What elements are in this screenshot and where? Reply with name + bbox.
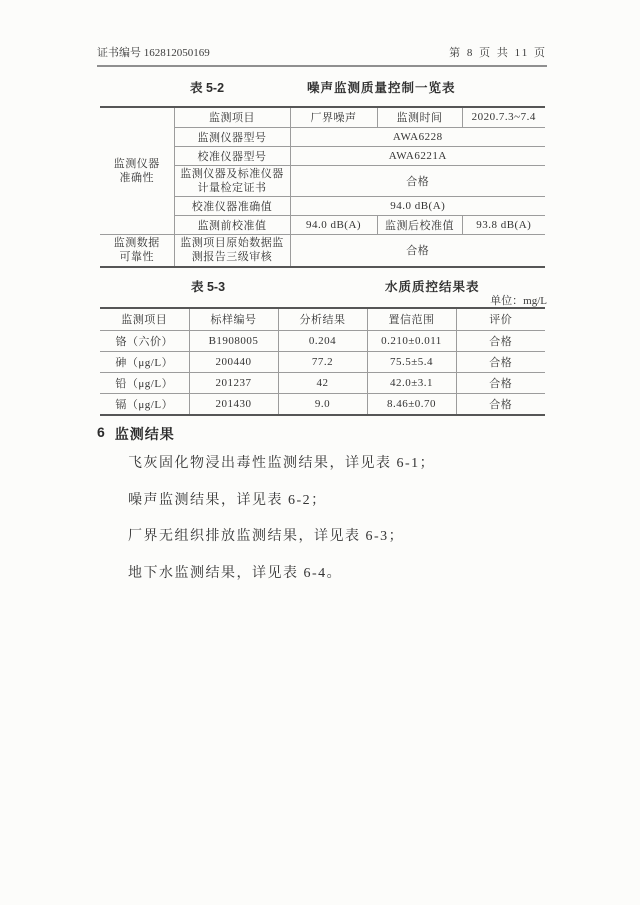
table-cell: 8.46±0.70 [367, 393, 456, 414]
result-paragraph: 飞灰固化物浸出毒性监测结果，详见表 6-1； [128, 456, 436, 471]
section-number: 6 [97, 424, 106, 440]
group-cell-instrument-accuracy [100, 108, 174, 234]
table-cell: AWA6221A [290, 146, 545, 165]
table-cell: 0.204 [278, 330, 367, 351]
table-cell: 77.2 [278, 351, 367, 372]
table-5-2-caption [97, 78, 547, 94]
group-label-line1: 监测数据 [113, 237, 160, 250]
table-cell: 200440 [189, 351, 278, 372]
column-header: 置信范围 [367, 309, 456, 330]
table-cell: 合格 [290, 165, 545, 196]
table-5-2 [100, 106, 545, 268]
noise-qc-table [100, 108, 545, 266]
table-cell: 42.0±3.1 [367, 372, 456, 393]
table-5-3-caption [97, 277, 547, 293]
table-cell: 合格 [456, 372, 545, 393]
table-cell: 201237 [189, 372, 278, 393]
table-cell: 铬（六价） [100, 330, 189, 351]
table-cell: 2020.7.3~7.4 [462, 108, 545, 127]
cell-line1: 监测仪器及标准仪器 [180, 167, 284, 180]
table-5-2-number: 表 5-2 [190, 81, 225, 95]
table-cell: 0.210±0.011 [367, 330, 456, 351]
table-row [100, 393, 545, 414]
table-cell: 铅（μg/L） [100, 372, 189, 393]
result-paragraph: 厂界无组织排放监测结果，详见表 6-3； [128, 529, 405, 544]
table-cell: 砷（μg/L） [100, 351, 189, 372]
table-cell: 监测仪器型号 [174, 127, 290, 146]
table-5-2-title: 噪声监测质量控制一览表 [307, 81, 456, 95]
cell-line2: 计量检定证书 [197, 181, 267, 194]
table-row [100, 372, 545, 393]
table-cell: 94.0 dB(A) [290, 196, 545, 215]
table-cell: 75.5±5.4 [367, 351, 456, 372]
table-cell: 校准仪器准确值 [174, 196, 290, 215]
table-cell: B1908005 [189, 330, 278, 351]
table-cell: 监测时间 [377, 108, 462, 127]
table-cell: 合格 [456, 330, 545, 351]
table-cell: 监测项目 [174, 108, 290, 127]
table-5-3 [100, 307, 545, 416]
page-header [97, 44, 547, 67]
page-number: 第 8 页 共 11 页 [449, 47, 547, 59]
table-cell: 201430 [189, 393, 278, 414]
group-label-line2: 准确性 [119, 171, 154, 184]
table-cell: 监测后校准值 [377, 215, 462, 234]
table-cell: 厂界噪声 [290, 108, 377, 127]
table-row [100, 351, 545, 372]
section-title: 监测结果 [114, 426, 175, 442]
unit-label: 单位：mg/L [490, 295, 547, 307]
cell-line1: 监测项目原始数据监 [180, 237, 284, 250]
table-cell: 校准仪器型号 [174, 146, 290, 165]
table-5-3-title: 水质质控结果表 [385, 280, 480, 294]
certificate-number: 证书编号 162812050169 [97, 47, 210, 59]
table-cell: 9.0 [278, 393, 367, 414]
table-cell [174, 165, 290, 196]
column-header: 标样编号 [189, 309, 278, 330]
table-cell: 镉（μg/L） [100, 393, 189, 414]
table-cell: 合格 [456, 351, 545, 372]
cell-line2: 测报告三级审核 [191, 251, 273, 264]
result-paragraph: 地下水监测结果，详见表 6-4。 [128, 566, 343, 581]
table-cell: AWA6228 [290, 127, 545, 146]
table-cell [174, 234, 290, 266]
table-cell: 93.8 dB(A) [462, 215, 545, 234]
column-header: 监测项目 [100, 309, 189, 330]
group-label-line2: 可靠性 [119, 251, 154, 264]
section-heading [97, 424, 175, 444]
table-5-3-number: 表 5-3 [191, 280, 226, 294]
group-cell-data-reliability [100, 234, 174, 266]
column-header: 分析结果 [278, 309, 367, 330]
table-cell: 94.0 dB(A) [290, 215, 377, 234]
water-qc-table [100, 309, 545, 414]
table-cell: 合格 [290, 234, 545, 266]
table-row [100, 330, 545, 351]
result-paragraph: 噪声监测结果，详见表 6-2； [128, 493, 327, 508]
group-label-line1: 监测仪器 [113, 157, 160, 170]
column-header: 评价 [456, 309, 545, 330]
table-cell: 合格 [456, 393, 545, 414]
table-cell: 42 [278, 372, 367, 393]
table-cell: 监测前校准值 [174, 215, 290, 234]
